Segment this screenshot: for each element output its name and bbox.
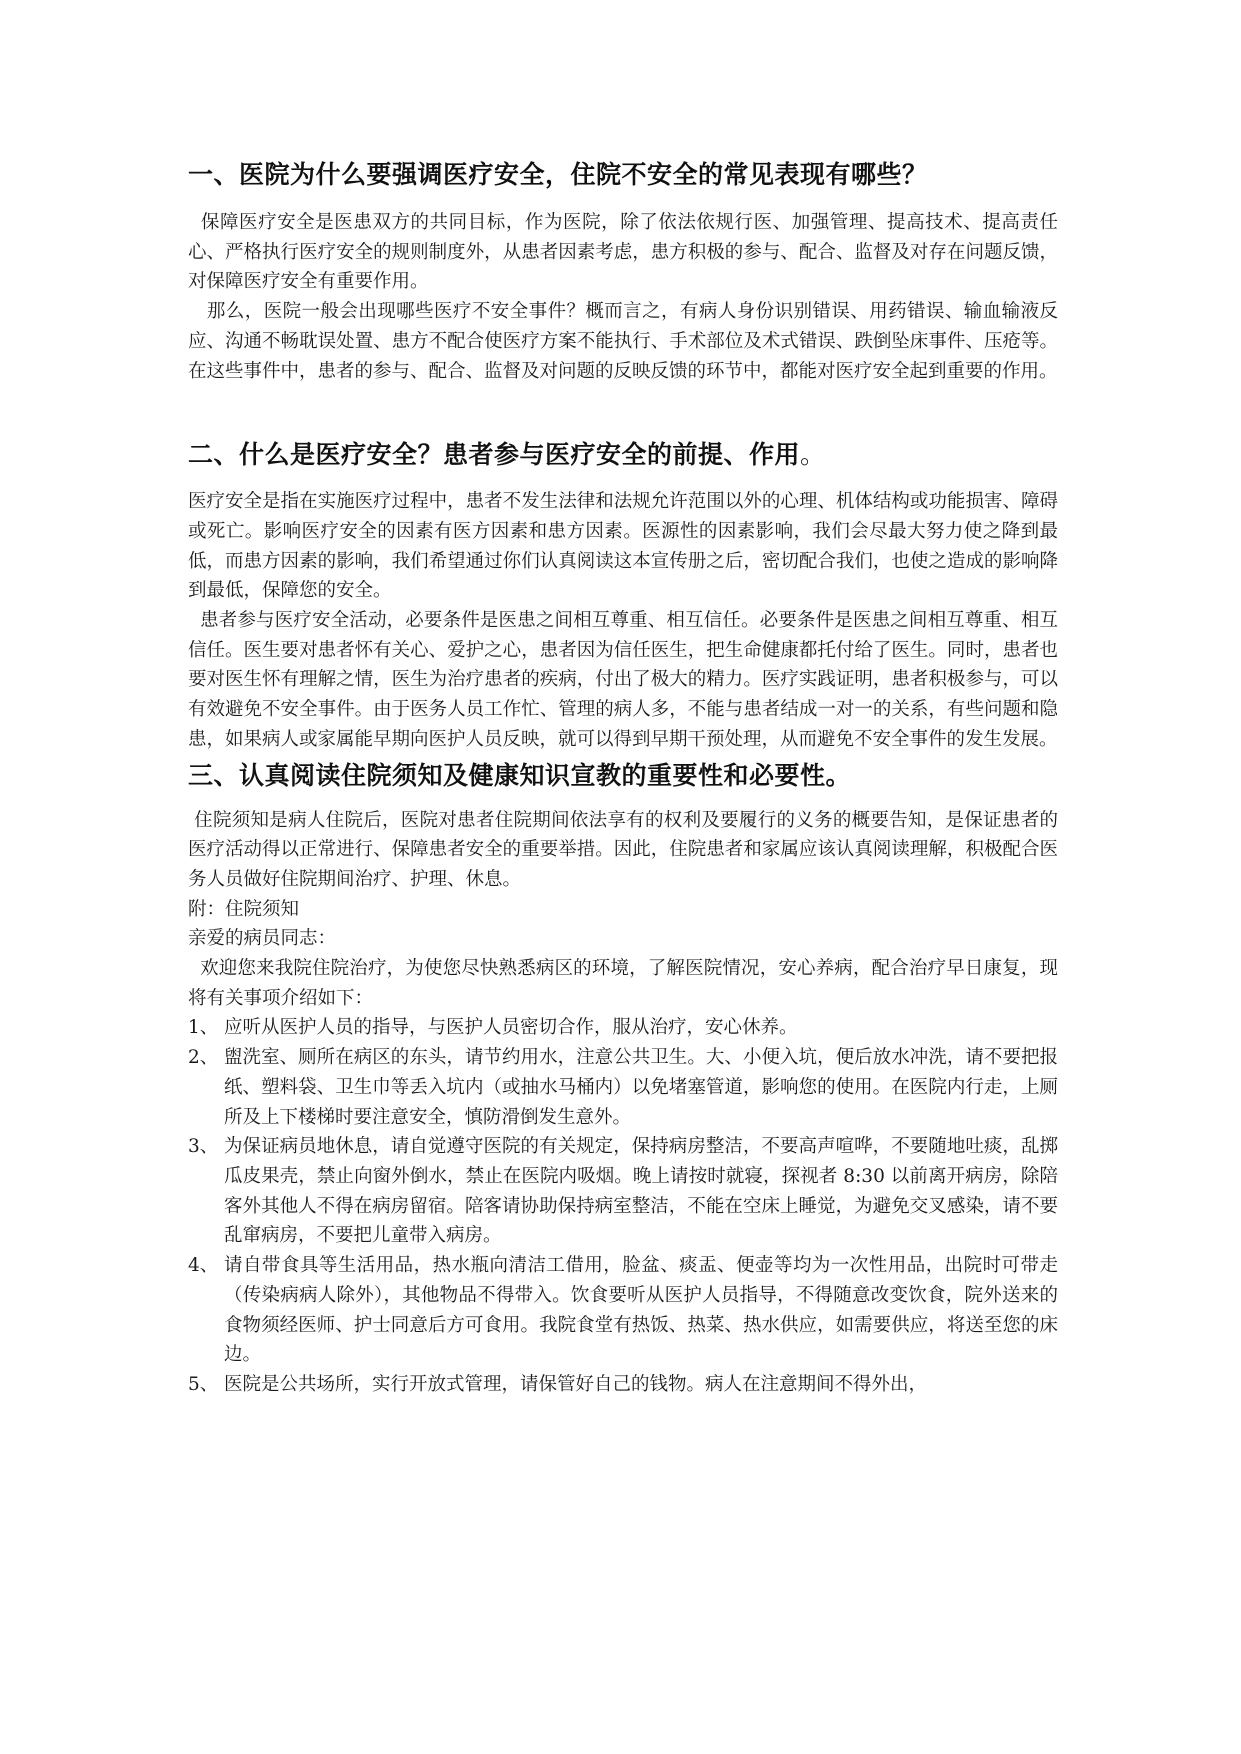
- section-2-paragraph-1: 医疗安全是指在实施医疗过程中，患者不发生法律和法规允许范围以外的心理、机体结构或功能损害、障碍或死亡。影响医疗安全的因素有医方因素和患方因素。医源性的因素影响，我们会尽最大努力使之降到最低，而患方因素的影响，我们希望通过你们认真阅读这本宣传册之后，密切配合我们，也使之造成的影响降到最低，保障您的安全。: [188, 491, 1058, 602]
- section-2-heading-text: 二、什么是医疗安全？患者参与医疗安全的前提、作用: [188, 440, 801, 470]
- list-item-text: 请自带食具等生活用品，热水瓶向清洁工借用，脸盆、痰盂、便壶等均为一次性用品，出院时可带走（传染病病人除外），其他物品不得带入。饮食要听从医护人员指导，不得随意改变饮食，院外送来的食物须经医师、护士同意后方可食用。我院食堂有热饭、热菜、热水供应，如需要供应，将送至您的床边。: [224, 1255, 1058, 1366]
- section-1-paragraph-1: 保障医疗安全是医患双方的共同目标，作为医院，除了依法依规行医、加强管理、提高技术、提高责任心、严格执行医疗安全的规则制度外，从患者因素考虑，患方积极的参与、配合、监督及对存在问题反馈，对保障医疗安全有重要作用。: [188, 212, 1058, 293]
- section-3-heading: 三、认真阅读住院须知及健康知识宣教的重要性和必要性。: [188, 760, 852, 790]
- list-item-text: 医院是公共场所，实行开放式管理，请保管好自己的钱物。病人在注意期间不得外出，: [224, 1373, 928, 1395]
- list-item: [188, 1132, 1058, 1251]
- section-2-heading-trail: 。: [800, 440, 826, 470]
- list-item-number: 2、: [188, 1047, 219, 1069]
- list-item-text: 盥洗室、厕所在病区的东头，请节约用水，注意公共卫生。大、小便入坑，便后放水冲洗，请不要把报纸、塑料袋、卫生巾等丢入坑内（或抽水马桶内）以免堵塞管道，影响您的使用。在医院内行走，上厕所及上下楼梯时要注意安全，慎防滑倒发生意外。: [224, 1047, 1058, 1128]
- salutation: 亲爱的病员同志：: [188, 928, 337, 950]
- list-item: [188, 1043, 1058, 1132]
- list-item-text: 应听从医护人员的指导，与医护人员密切合作，服从治疗，安心休养。: [224, 1017, 798, 1039]
- list-item-number: 5、: [188, 1373, 219, 1395]
- notice-list: [188, 1013, 1058, 1399]
- list-item: [188, 1370, 1058, 1400]
- section-1-heading: 一、医院为什么要强调医疗安全，住院不安全的常见表现有哪些？: [188, 160, 928, 189]
- list-item-number: 3、: [188, 1136, 219, 1158]
- section-1-paragraph-2: 那么，医院一般会出现哪些医疗不安全事件？概而言之，有病人身份识别错误、用药错误、输血输液反应、沟通不畅耽误处置、患方不配合使医疗方案不能执行、手术部位及术式错误、跌倒坠床事件、压疮等。在这些事件中，患者的参与、配合、监督及对问题的反映反馈的环节中，都能对医疗安全起到重要的作用。: [188, 301, 1058, 382]
- list-item: [188, 1013, 1058, 1043]
- section-2-paragraph-2: 患者参与医疗安全活动，必要条件是医患之间相互尊重、相互信任。必要条件是医患之间相互尊重、相互信任。医生要对患者怀有关心、爱护之心，患者因为信任医生，把生命健康都托付给了医生。同时，患者也要对医生怀有理解之情，医生为治疗患者的疾病，付出了极大的精力。医疗实践证明，患者积极参与，可以有效避免不安全事件。由于医务人员工作忙、管理的病人多，不能与患者结成一对一的关系，有些问题和隐患，如果病人或家属能早期向医护人员反映，就可以得到早期干预处理，从而避免不安全事件的发生发展。: [188, 610, 1058, 750]
- welcome-paragraph: 欢迎您来我院住院治疗，为使您尽快熟悉病区的环境，了解医院情况，安心养病，配合治疗早日康复，现将有关事项介绍如下：: [188, 958, 1058, 1009]
- list-item-text: 为保证病员地休息，请自觉遵守医院的有关规定，保持病房整洁，不要高声喧哗，不要随地吐痰，乱掷瓜皮果壳，禁止向窗外倒水，禁止在医院内吸烟。晚上请按时就寝，探视者 8:30 以前离开病房，除陪客外其他人不得在病房留宿。陪客请协助保持病室整洁，不能在空床上睡觉，为避免交叉感染，请不要乱窜病房，不要把儿童带入病房。: [224, 1136, 1058, 1247]
- list-item-number: 1、: [188, 1017, 219, 1039]
- appendix-label: 附：住院须知: [188, 898, 300, 920]
- document-content: [188, 158, 1058, 1400]
- list-item: [188, 1251, 1058, 1370]
- list-item-number: 4、: [188, 1255, 219, 1277]
- section-2-heading: [188, 438, 1058, 472]
- section-3-paragraph-1: 住院须知是病人住院后，医院对患者住院期间依法享有的权利及要履行的义务的概要告知，是保证患者的医疗活动得以正常进行、保障患者安全的重要举措。因此，住院患者和家属应该认真阅读理解，积极配合医务人员做好住院期间治疗、护理、休息。: [188, 809, 1058, 890]
